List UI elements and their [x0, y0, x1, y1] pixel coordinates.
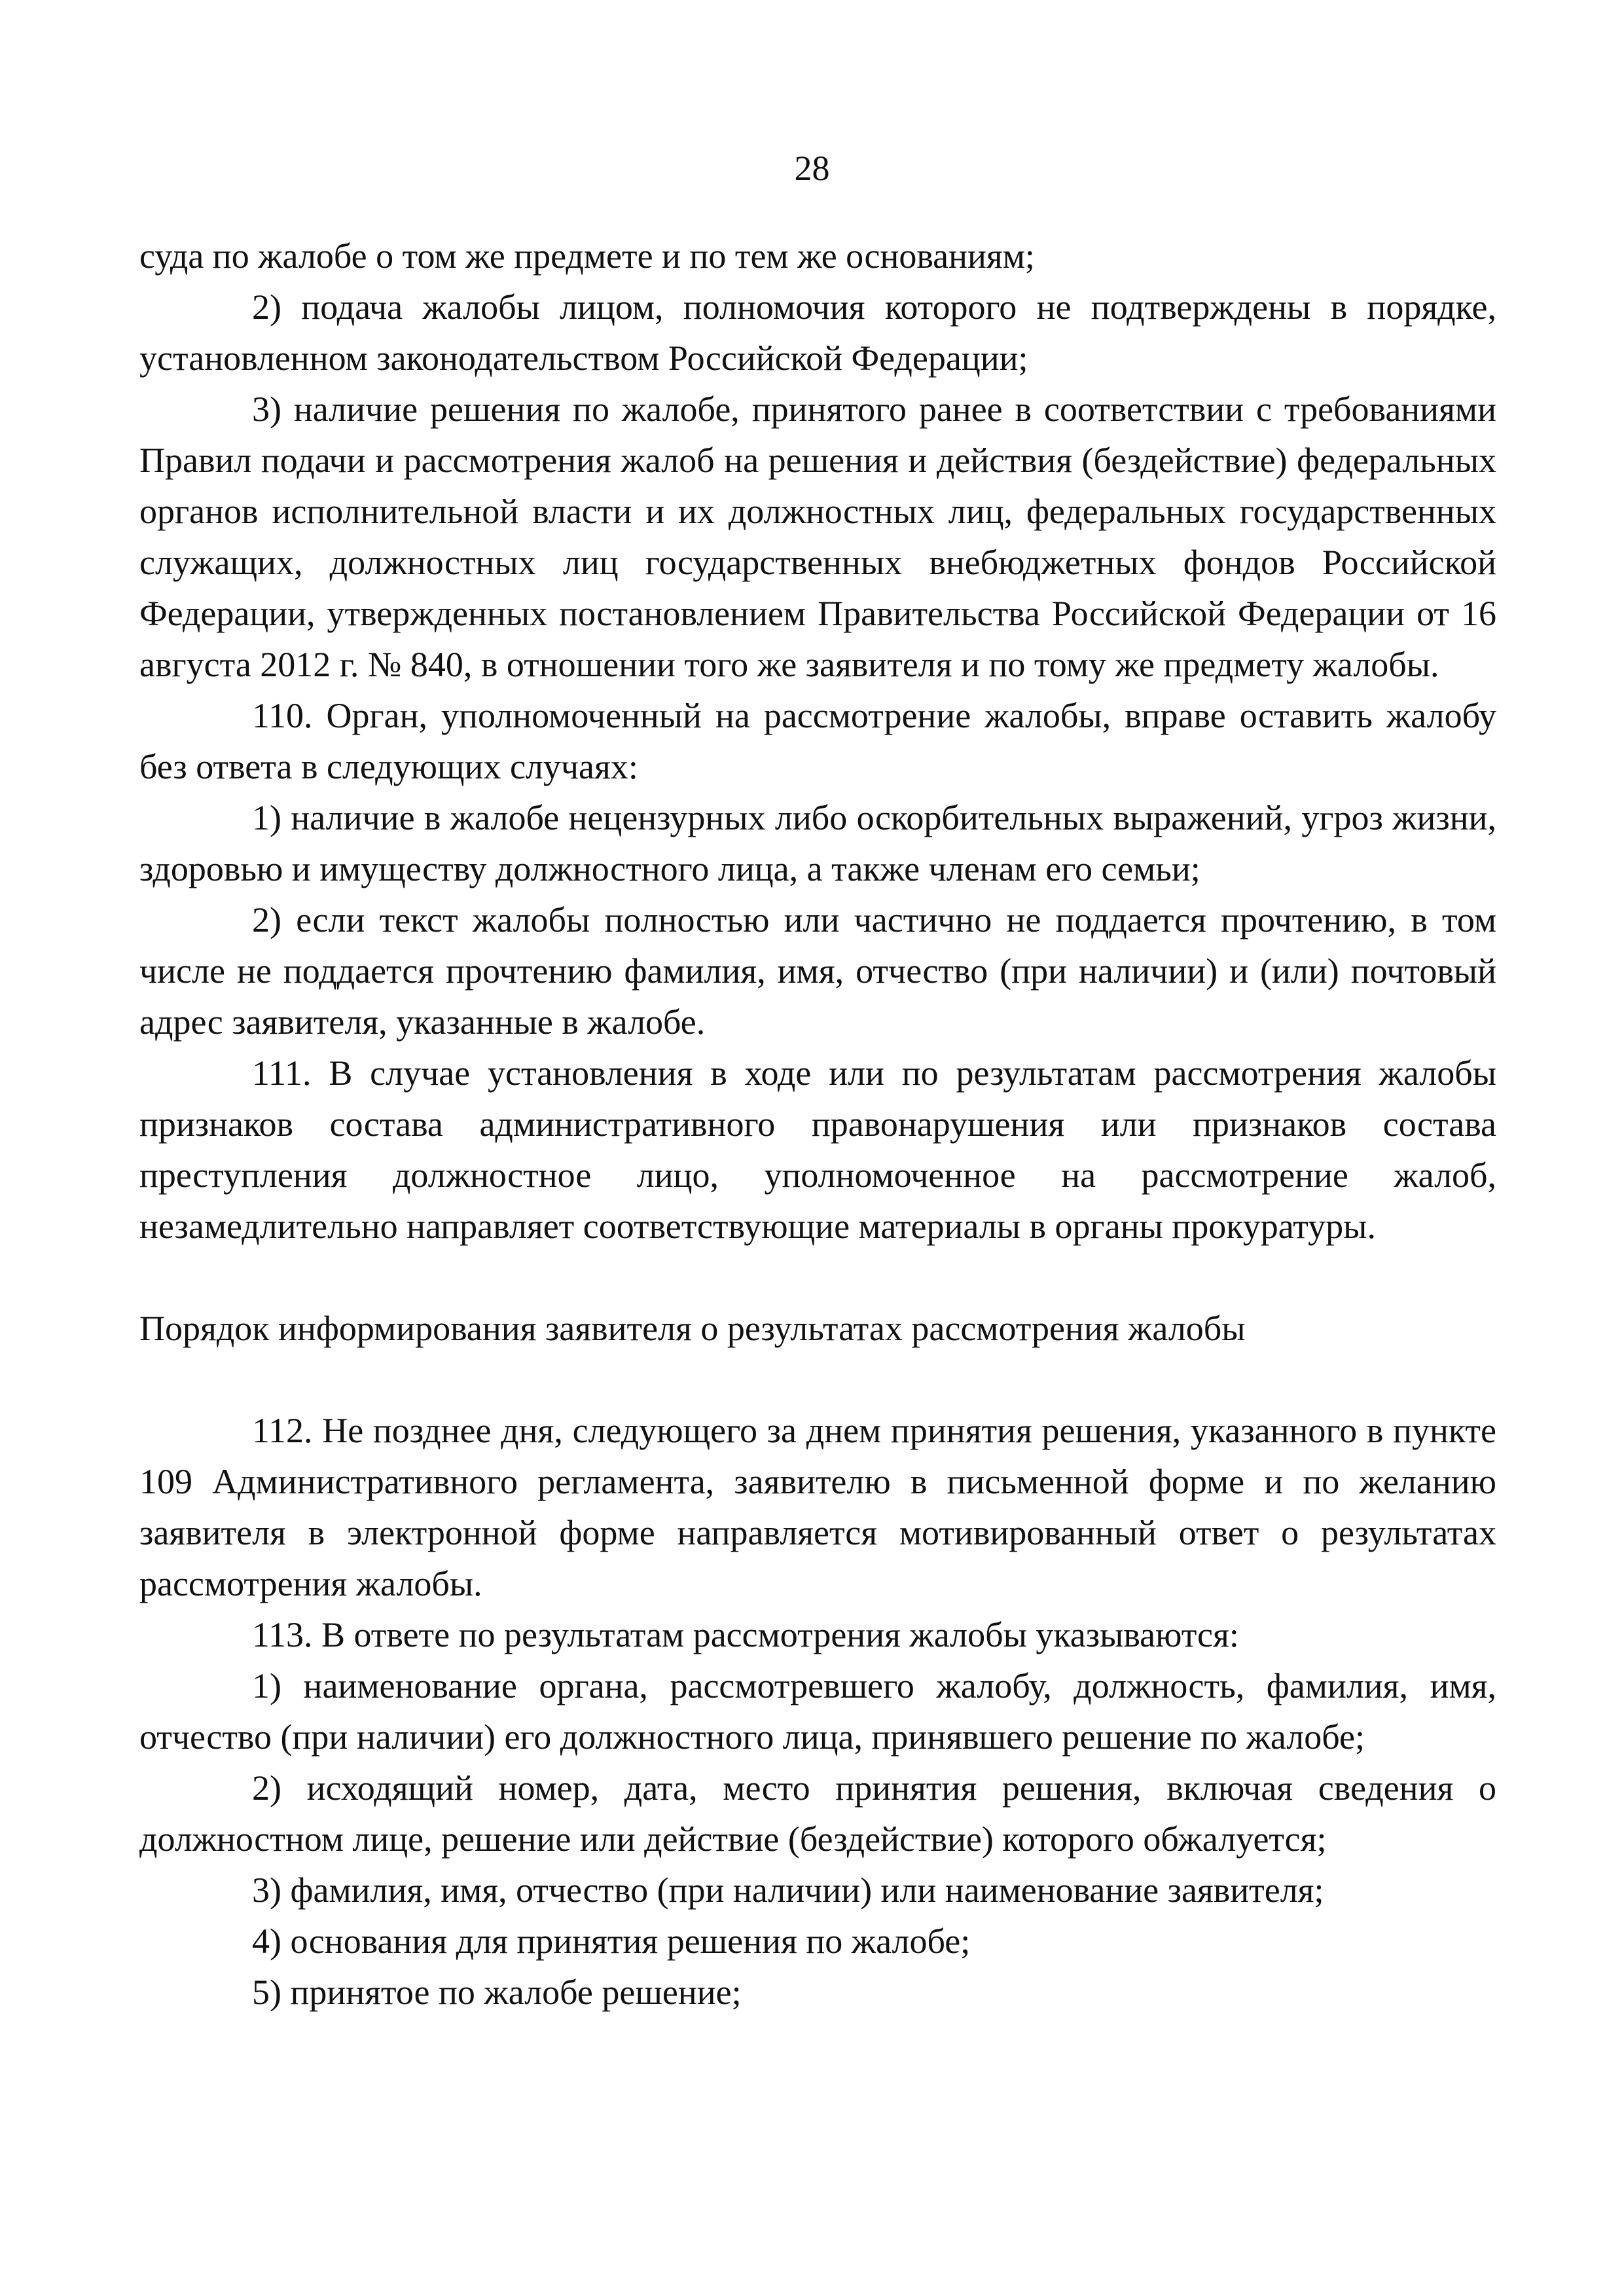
document-body [139, 230, 1496, 2018]
paragraph: 111. В случае установления в ходе или по результатам рассмотрения жалобы признаков состава административного правонарушения или признаков состава преступления должностное лицо, уполномоченное на рассмотрение жалоб, незамедлительно направляет соответствующие материалы в органы прокуратуры. [139, 1053, 1496, 1246]
paragraph: 2) исходящий номер, дата, место принятия решения, включая сведения о должностном лице, решение или действие (бездействие) которого обжалуется; [139, 1768, 1496, 1859]
paragraph: 2) если текст жалобы полностью или частично не поддается прочтению, в том числе не поддается прочтению фамилия, имя, отчество (при наличии) и (или) почтовый адрес заявителя, указанные в жалобе. [139, 900, 1496, 1042]
paragraph: 3) наличие решения по жалобе, принятого ранее в соответствии с требованиями Правил подачи и рассмотрения жалоб на решения и действия (бездействие) федеральных органов исполнительной власти и их должностных лиц, федеральных государственных служащих, должностных лиц государственных внебюджетных фондов Российской Федерации, утвержденных постановлением Правительства Российской Федерации от 16 августа 2012 г. № 840, в отношении того же заявителя и по тому же предмету жалобы. [139, 390, 1496, 684]
paragraph: 1) наименование органа, рассмотревшего жалобу, должность, фамилия, имя, отчество (при наличии) его должностного лица, принявшего решение по жалобе; [139, 1666, 1496, 1757]
paragraph: суда по жалобе о том же предмете и по тем же основаниям; [139, 236, 1035, 276]
paragraph: 1) наличие в жалобе нецензурных либо оскорбительных выражений, угроз жизни, здоровью и имуществу должностного лица, а также членам его семьи; [139, 798, 1496, 888]
paragraph: 112. Не позднее дня, следующего за днем принятия решения, указанного в пункте 109 Административного регламента, заявителю в письменной форме и по желанию заявителя в электронной форме направляется мотивированный ответ о результатах рассмотрения жалобы. [139, 1411, 1496, 1603]
paragraph: 113. В ответе по результатам рассмотрения жалобы указываются: [252, 1615, 1239, 1654]
paragraph: 4) основания для принятия решения по жалобе; [252, 1922, 971, 1961]
paragraph: 110. Орган, уполномоченный на рассмотрение жалобы, вправе оставить жалобу без ответа в следующих случаях: [139, 696, 1496, 786]
section-heading: Порядок информирования заявителя о результатах рассмотрения жалобы [139, 1309, 1246, 1348]
page-number: 28 [794, 149, 830, 188]
paragraph: 5) принятое по жалобе решение; [252, 1973, 742, 2012]
paragraph: 3) фамилия, имя, отчество (при наличии) или наименование заявителя; [252, 1870, 1324, 1910]
paragraph: 2) подача жалобы лицом, полномочия которого не подтверждены в порядке, установленном законодательством Российской Федерации; [139, 287, 1496, 378]
